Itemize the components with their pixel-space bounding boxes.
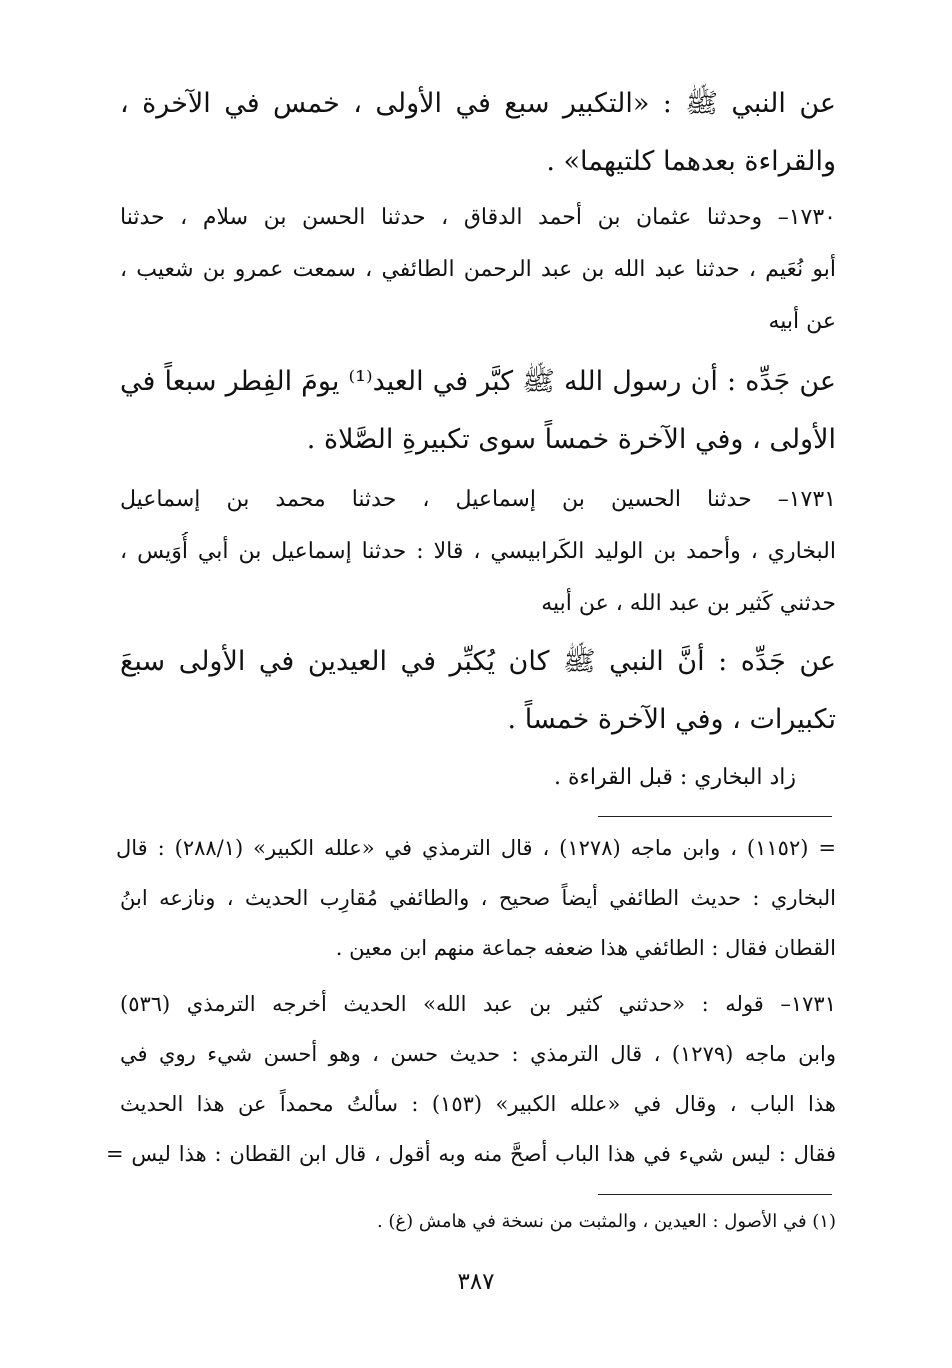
footnote: (١) في الأصول : العيدين ، والمثبت من نسخة في هامش (غ) . xyxy=(376,1211,836,1232)
isnad-line: عن أبيه xyxy=(768,309,836,334)
commentary-line: البخاري : حديث الطائفي أيضاً صحيح ، والطائفي مُقارِب الحديث ، ونازعه ابنُ xyxy=(120,886,836,910)
commentary-separator xyxy=(598,816,832,817)
commentary-line: ١٧٣١– قوله : «حدثني كثير بن عبد الله» الحديث أخرجه الترمذي (٥٣٦) xyxy=(120,992,836,1016)
commentary-line: وابن ماجه (١٢٧٩) ، قال الترمذي : حديث حسن ، وهو أحسن شيء روي في xyxy=(120,1042,836,1066)
text-line: عن جَدِّه : أنَّ النبي ﷺ كان يُكبِّر في العيدين في الأولى سبعَ xyxy=(120,646,836,677)
isnad-line: أبو نُعَيم ، حدثنا عبد الله بن عبد الرحمن الطائفي ، سمعت عمرو بن شعيب ، xyxy=(120,257,836,282)
isnad-line: البخاري ، وأحمد بن الوليد الكَرابيسي ، قالا : حدثنا إسماعيل بن أبي أُوَيس ، xyxy=(120,539,836,564)
addition-note: زاد البخاري : قبل القراءة . xyxy=(554,765,796,790)
text-line: عن جَدِّه : أن رسول الله ﷺ كبَّر في العيد⁽¹⁾ يومَ الفِطر سبعاً في xyxy=(120,366,836,397)
text-line: والقراءة بعدهما كلتيهما» . xyxy=(546,146,836,177)
text-line: تكبيرات ، وفي الآخرة خمساً . xyxy=(507,704,836,735)
commentary-line: فقال : ليس شيء في هذا الباب أصحَّ منه وبه أقول ، قال ابن القطان : هذا ليس = xyxy=(106,1142,836,1166)
commentary-line: هذا الباب ، وقال في «علله الكبير» (١٥٣) : سألتُ محمداً عن هذا الحديث xyxy=(120,1092,836,1116)
isnad-line: ١٧٣٠– وحدثنا عثمان بن أحمد الدقاق ، حدثنا الحسن بن سلام ، حدثنا xyxy=(120,205,836,230)
commentary-line: القطان فقال : الطائفي هذا ضعفه جماعة منهم ابن معين . xyxy=(335,936,836,960)
footnote-separator xyxy=(598,1194,832,1195)
isnad-line: ١٧٣١– حدثنا الحسين بن إسماعيل ، حدثنا محمد بن إسماعيل xyxy=(120,487,836,512)
page-number: ٣٨٧ xyxy=(457,1269,495,1295)
text-line: الأولى ، وفي الآخرة خمساً سوى تكبيرةِ الصَّلاة . xyxy=(306,424,836,455)
text-line: عن النبي ﷺ : «التكبير سبع في الأولى ، خمس في الآخرة ، xyxy=(120,88,836,119)
commentary-line: = (١١٥٢) ، وابن ماجه (١٢٧٨) ، قال الترمذي في «علله الكبير» (٢٨٨/١) : قال xyxy=(116,836,836,860)
isnad-line: حدثني كَثير بن عبد الله ، عن أبيه xyxy=(541,591,836,616)
